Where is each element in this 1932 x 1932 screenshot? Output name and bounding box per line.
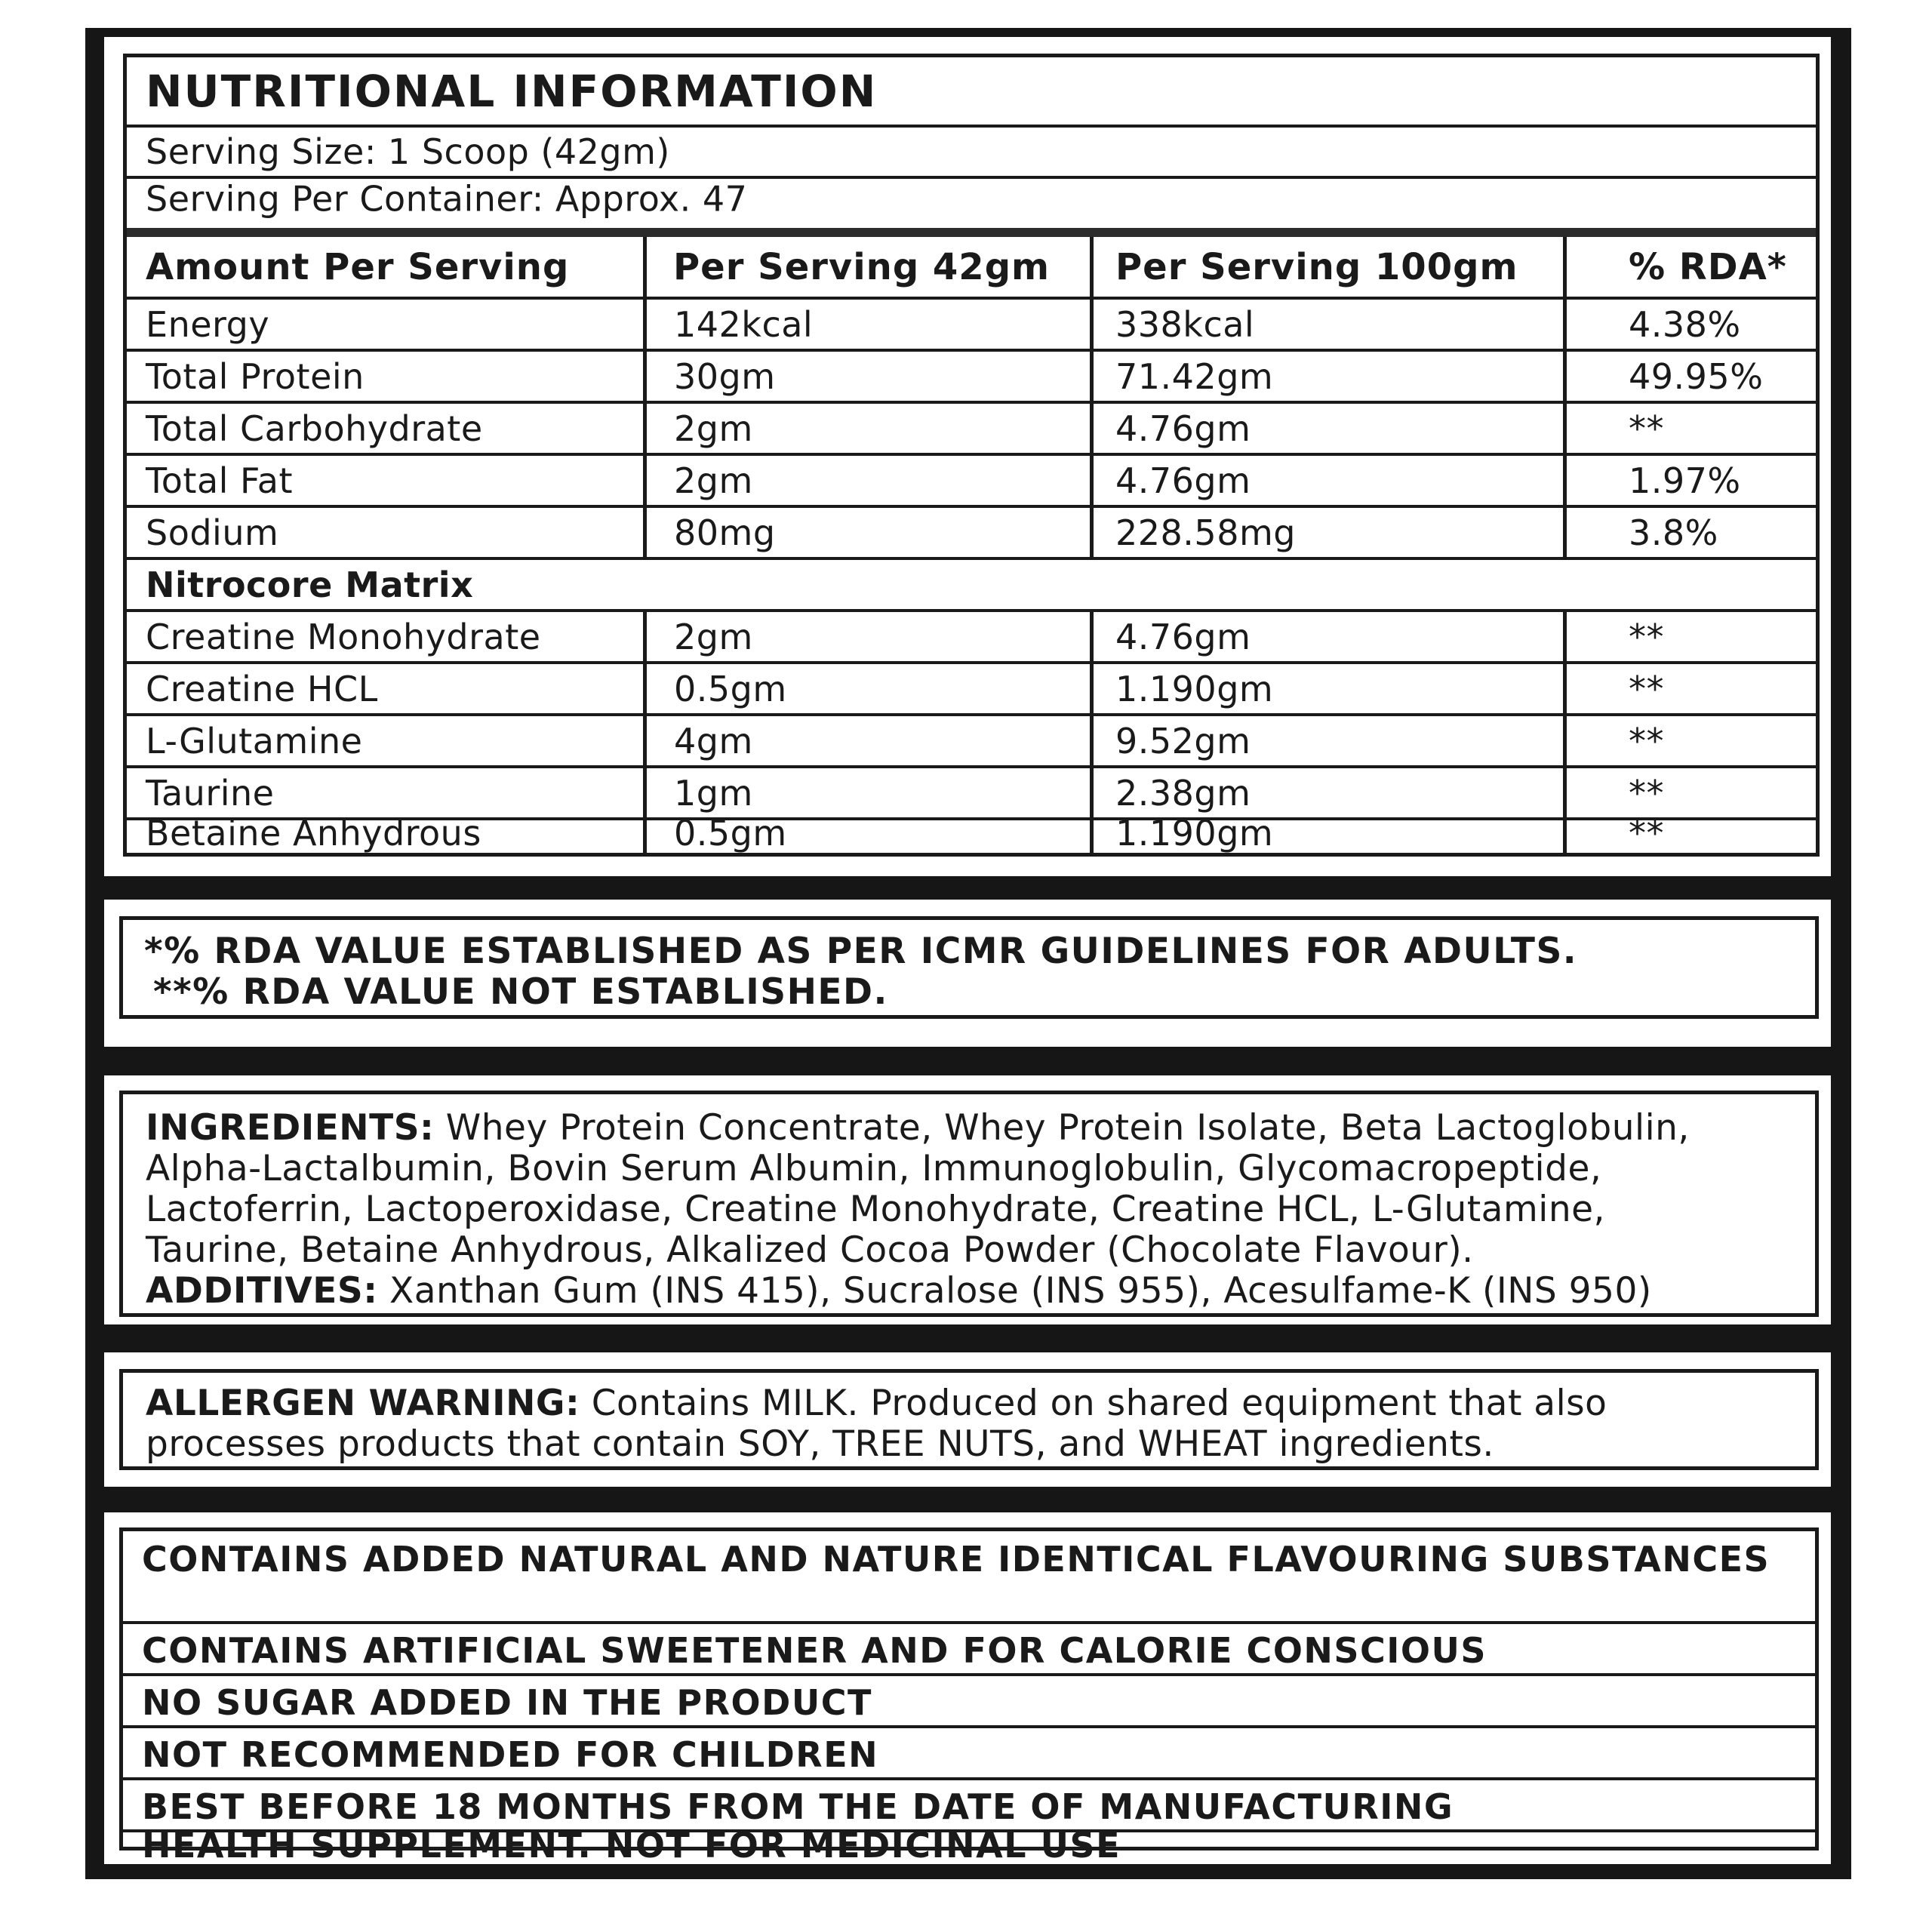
value-per-100gm: 4.76gm bbox=[1115, 460, 1251, 501]
allergen-panel bbox=[104, 1352, 1831, 1487]
footnote-rda-established: *% RDA VALUE ESTABLISHED AS PER ICMR GUIDELINES FOR ADULTS. bbox=[144, 931, 1578, 972]
section-row bbox=[127, 560, 1816, 612]
statement-text: BEST BEFORE 18 MONTHS FROM THE DATE OF MANUFACTURING bbox=[142, 1786, 1454, 1827]
rda-value: 3.8% bbox=[1629, 512, 1718, 553]
value-per-42gm: 4gm bbox=[674, 720, 753, 761]
value-per-100gm: 1.190gm bbox=[1115, 813, 1274, 854]
ingredients-panel bbox=[104, 1075, 1831, 1324]
column-divider bbox=[1563, 237, 1567, 560]
value-per-42gm: 1gm bbox=[674, 772, 753, 814]
rda-value: ** bbox=[1629, 772, 1664, 814]
value-per-100gm: 338kcal bbox=[1115, 303, 1255, 345]
rda-value: 49.95% bbox=[1629, 355, 1764, 397]
column-divider bbox=[1563, 612, 1567, 853]
allergen-box bbox=[119, 1369, 1819, 1470]
value-per-100gm: 9.52gm bbox=[1115, 720, 1251, 761]
rda-value: 4.38% bbox=[1629, 303, 1741, 345]
allergen-line: Contains MILK. Produced on shared equipment that also bbox=[580, 1383, 1607, 1424]
servings-per-container-row bbox=[127, 179, 1816, 237]
ingredients-line: Whey Protein Concentrate, Whey Protein Isolate, Beta Lactoglobulin, bbox=[434, 1107, 1690, 1149]
nutrient-name: Taurine bbox=[146, 772, 275, 814]
value-per-42gm: 0.5gm bbox=[674, 813, 787, 854]
value-per-42gm: 2gm bbox=[674, 408, 753, 449]
rda-value: ** bbox=[1629, 408, 1664, 449]
ingredients-label: INGREDIENTS: bbox=[146, 1107, 435, 1149]
serving-size: Serving Size: 1 Scoop (42gm) bbox=[146, 131, 670, 172]
allergen-text bbox=[146, 1383, 1829, 1465]
rda-value: ** bbox=[1629, 720, 1664, 761]
ingredients-box bbox=[119, 1091, 1819, 1317]
value-per-42gm: 142kcal bbox=[674, 303, 814, 345]
column-divider bbox=[643, 237, 647, 560]
column-header: Per Serving 100gm bbox=[1115, 245, 1518, 288]
statement-text: NO SUGAR ADDED IN THE PRODUCT bbox=[142, 1682, 872, 1723]
value-per-42gm: 2gm bbox=[674, 460, 753, 501]
statement-text: CONTAINS ADDED NATURAL AND NATURE IDENTICAL FLAVOURING SUBSTANCES bbox=[142, 1539, 1770, 1580]
column-header: Amount Per Serving bbox=[146, 245, 570, 288]
additives-label: ADDITIVES: bbox=[146, 1270, 378, 1312]
statement-text: CONTAINS ARTIFICIAL SWEETENER AND FOR CALORIE CONSCIOUS bbox=[142, 1630, 1487, 1671]
value-per-100gm: 1.190gm bbox=[1115, 668, 1274, 709]
value-per-42gm: 0.5gm bbox=[674, 668, 787, 709]
nutrient-name: Total Protein bbox=[146, 355, 365, 397]
ingredients-line: Lactoferrin, Lactoperoxidase, Creatine Monohydrate, Creatine HCL, L-Glutamine, bbox=[146, 1189, 1605, 1230]
rda-value: ** bbox=[1629, 616, 1664, 657]
value-per-100gm: 4.76gm bbox=[1115, 408, 1251, 449]
ingredients-line: Alpha-Lactalbumin, Bovin Serum Albumin, Immunoglobulin, Glycomacropeptide, bbox=[146, 1148, 1602, 1189]
rda-value: ** bbox=[1629, 813, 1664, 854]
statement-text: HEALTH SUPPLEMENT. NOT FOR MEDICINAL USE bbox=[142, 1825, 1121, 1866]
servings-per-container: Serving Per Container: Approx. 47 bbox=[146, 178, 748, 220]
nutrient-name: Total Carbohydrate bbox=[146, 408, 483, 449]
nutrient-name: Betaine Anhydrous bbox=[146, 813, 481, 854]
statement-row bbox=[123, 1531, 1815, 1624]
statement-text: NOT RECOMMENDED FOR CHILDREN bbox=[142, 1734, 879, 1775]
nutrition-panel bbox=[104, 37, 1831, 876]
value-per-42gm: 30gm bbox=[674, 355, 776, 397]
nutrient-name: Total Fat bbox=[146, 460, 294, 501]
nutrient-name: Energy bbox=[146, 303, 270, 345]
column-divider bbox=[643, 612, 647, 853]
rda-value: 1.97% bbox=[1629, 460, 1741, 501]
statement-row bbox=[123, 1825, 1815, 1866]
statement-row bbox=[123, 1624, 1815, 1676]
value-per-42gm: 80mg bbox=[674, 512, 776, 553]
value-per-100gm: 228.58mg bbox=[1115, 512, 1296, 553]
statements-box bbox=[119, 1527, 1819, 1866]
value-per-100gm: 4.76gm bbox=[1115, 616, 1251, 657]
nutrition-table bbox=[123, 54, 1820, 857]
value-per-42gm: 2gm bbox=[674, 616, 753, 657]
column-divider bbox=[1090, 237, 1094, 560]
nutrient-name: Creatine HCL bbox=[146, 668, 378, 709]
column-header: % RDA* bbox=[1629, 245, 1787, 288]
statements-panel bbox=[104, 1512, 1831, 1864]
nutrient-name: Creatine Monohydrate bbox=[146, 616, 541, 657]
footnote-panel bbox=[104, 900, 1831, 1047]
serving-size-row bbox=[127, 128, 1816, 179]
nutrient-name: Sodium bbox=[146, 512, 279, 553]
nutrient-name: L-Glutamine bbox=[146, 720, 363, 761]
column-divider bbox=[1090, 612, 1094, 853]
label-frame bbox=[85, 28, 1851, 1879]
nutrition-title: NUTRITIONAL INFORMATION bbox=[146, 65, 878, 117]
nutrition-title-row bbox=[127, 57, 1816, 128]
statement-row bbox=[123, 1676, 1815, 1728]
rda-value: ** bbox=[1629, 668, 1664, 709]
ingredients-text bbox=[146, 1108, 1829, 1312]
value-per-100gm: 71.42gm bbox=[1115, 355, 1274, 397]
allergen-line: processes products that contain SOY, TREE NUTS, and WHEAT ingredients. bbox=[146, 1423, 1494, 1465]
additives-text: Xanthan Gum (INS 415), Sucralose (INS 955), Acesulfame-K (INS 950) bbox=[377, 1270, 1652, 1312]
section-title: Nitrocore Matrix bbox=[146, 564, 474, 605]
footnote-box bbox=[119, 916, 1819, 1019]
statement-row bbox=[123, 1728, 1815, 1780]
footnote-rda-not-established: **% RDA VALUE NOT ESTABLISHED. bbox=[153, 971, 888, 1013]
ingredients-line: Taurine, Betaine Anhydrous, Alkalized Cocoa Powder (Chocolate Flavour). bbox=[146, 1229, 1474, 1271]
column-header: Per Serving 42gm bbox=[673, 245, 1051, 288]
value-per-100gm: 2.38gm bbox=[1115, 772, 1251, 814]
allergen-label: ALLERGEN WARNING: bbox=[146, 1383, 580, 1424]
